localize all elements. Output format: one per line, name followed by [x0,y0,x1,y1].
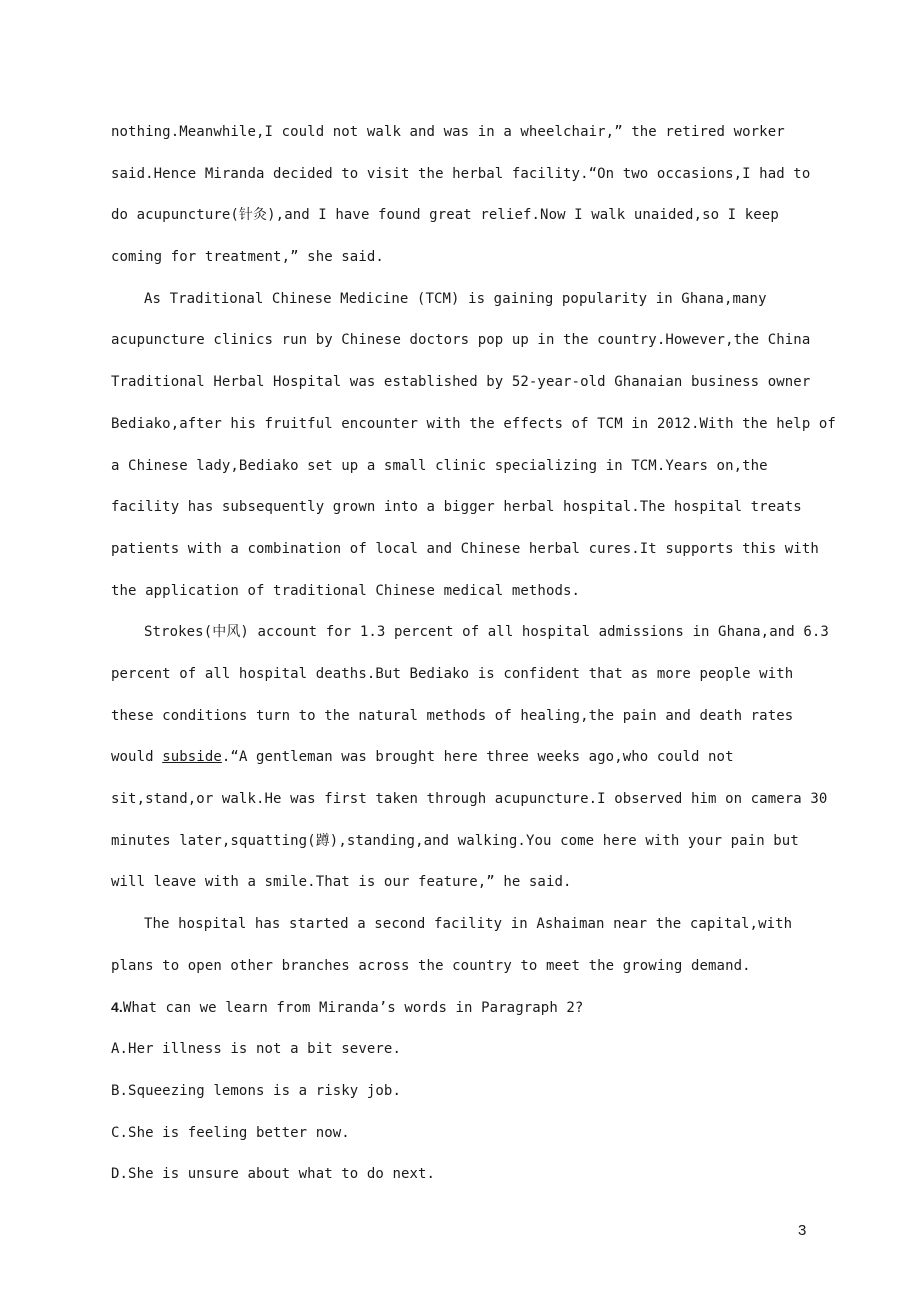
question-4 [111,987,811,1195]
answer-option-a: A.Her illness is not a bit severe. [111,1041,401,1058]
line-text: would [111,749,163,766]
paragraph-line: facility has subsequently grown into a bigger herbal hospital.The hospital treats [111,499,802,516]
paragraph-2 [111,279,836,613]
question-stem [111,987,811,1029]
paragraph-line: acupuncture clinics run by Chinese doctors pop up in the country.However,the China [111,332,811,349]
paragraph-4 [111,904,811,987]
paragraph-line: Bediako,after his fruitful encounter with the effects of TCM in 2012.With the help of [111,415,836,432]
paragraph-line: The hospital has started a second facility in Ashaiman near the capital,with [144,916,793,933]
paragraph-3 [111,612,829,904]
paragraph-line: Strokes(中风) account for 1.3 percent of all hospital admissions in Ghana,and 6.3 [144,624,829,641]
paragraph-1 [111,112,811,279]
paragraph-line: a Chinese lady,Bediako set up a small clinic specializing in TCM.Years on,the [111,457,768,474]
answer-option-c: C.She is feeling better now. [111,1124,350,1141]
paragraph-line: coming for treatment,” she said. [111,249,384,266]
paragraph-line [111,737,811,779]
question-text: What can we learn from Miranda’s words in Paragraph 2? [122,1000,584,1017]
question-number: 4. [111,999,123,1016]
paragraph-line: plans to open other branches across the country to meet the growing demand. [111,957,751,974]
paragraph-line: will leave with a smile.That is our feature,” he said. [111,874,572,891]
paragraph-line: do acupuncture(针灸),and I have found great relief.Now I walk unaided,so I keep [111,207,779,224]
answer-option-d: D.She is unsure about what to do next. [111,1166,436,1183]
paragraph-line: the application of traditional Chinese medical methods. [111,582,581,599]
paragraph-line: these conditions turn to the natural methods of healing,the pain and death rates [111,707,794,724]
paragraph-line: sit,stand,or walk.He was first taken through acupuncture.I observed him on camera 30 [111,791,828,807]
line-text: .“A gentleman was brought here three weeks ago,who could not [221,749,734,766]
paragraph-line: nothing.Meanwhile,I could not walk and was in a wheelchair,” the retired worker [111,124,785,140]
paragraph-line: said.Hence Miranda decided to visit the herbal facility.“On two occasions,I had to [111,165,811,182]
underlined-word: subside [162,749,222,766]
passage-text [111,112,836,1196]
paragraph-line: patients with a combination of local and Chinese herbal cures.It supports this with [111,540,819,557]
paragraph-line: minutes later,squatting(蹲),standing,and walking.You come here with your pain but [111,832,799,849]
paragraph-line: percent of all hospital deaths.But Bediako is confident that as more people with [111,665,794,682]
page-number: 3 [798,1222,807,1239]
paragraph-line: Traditional Herbal Hospital was established by 52-year-old Ghanaian business owner [111,374,811,391]
paragraph-line: As Traditional Chinese Medicine (TCM) is gaining popularity in Ghana,many [144,290,767,307]
answer-option-b: B.Squeezing lemons is a risky job. [111,1082,401,1099]
